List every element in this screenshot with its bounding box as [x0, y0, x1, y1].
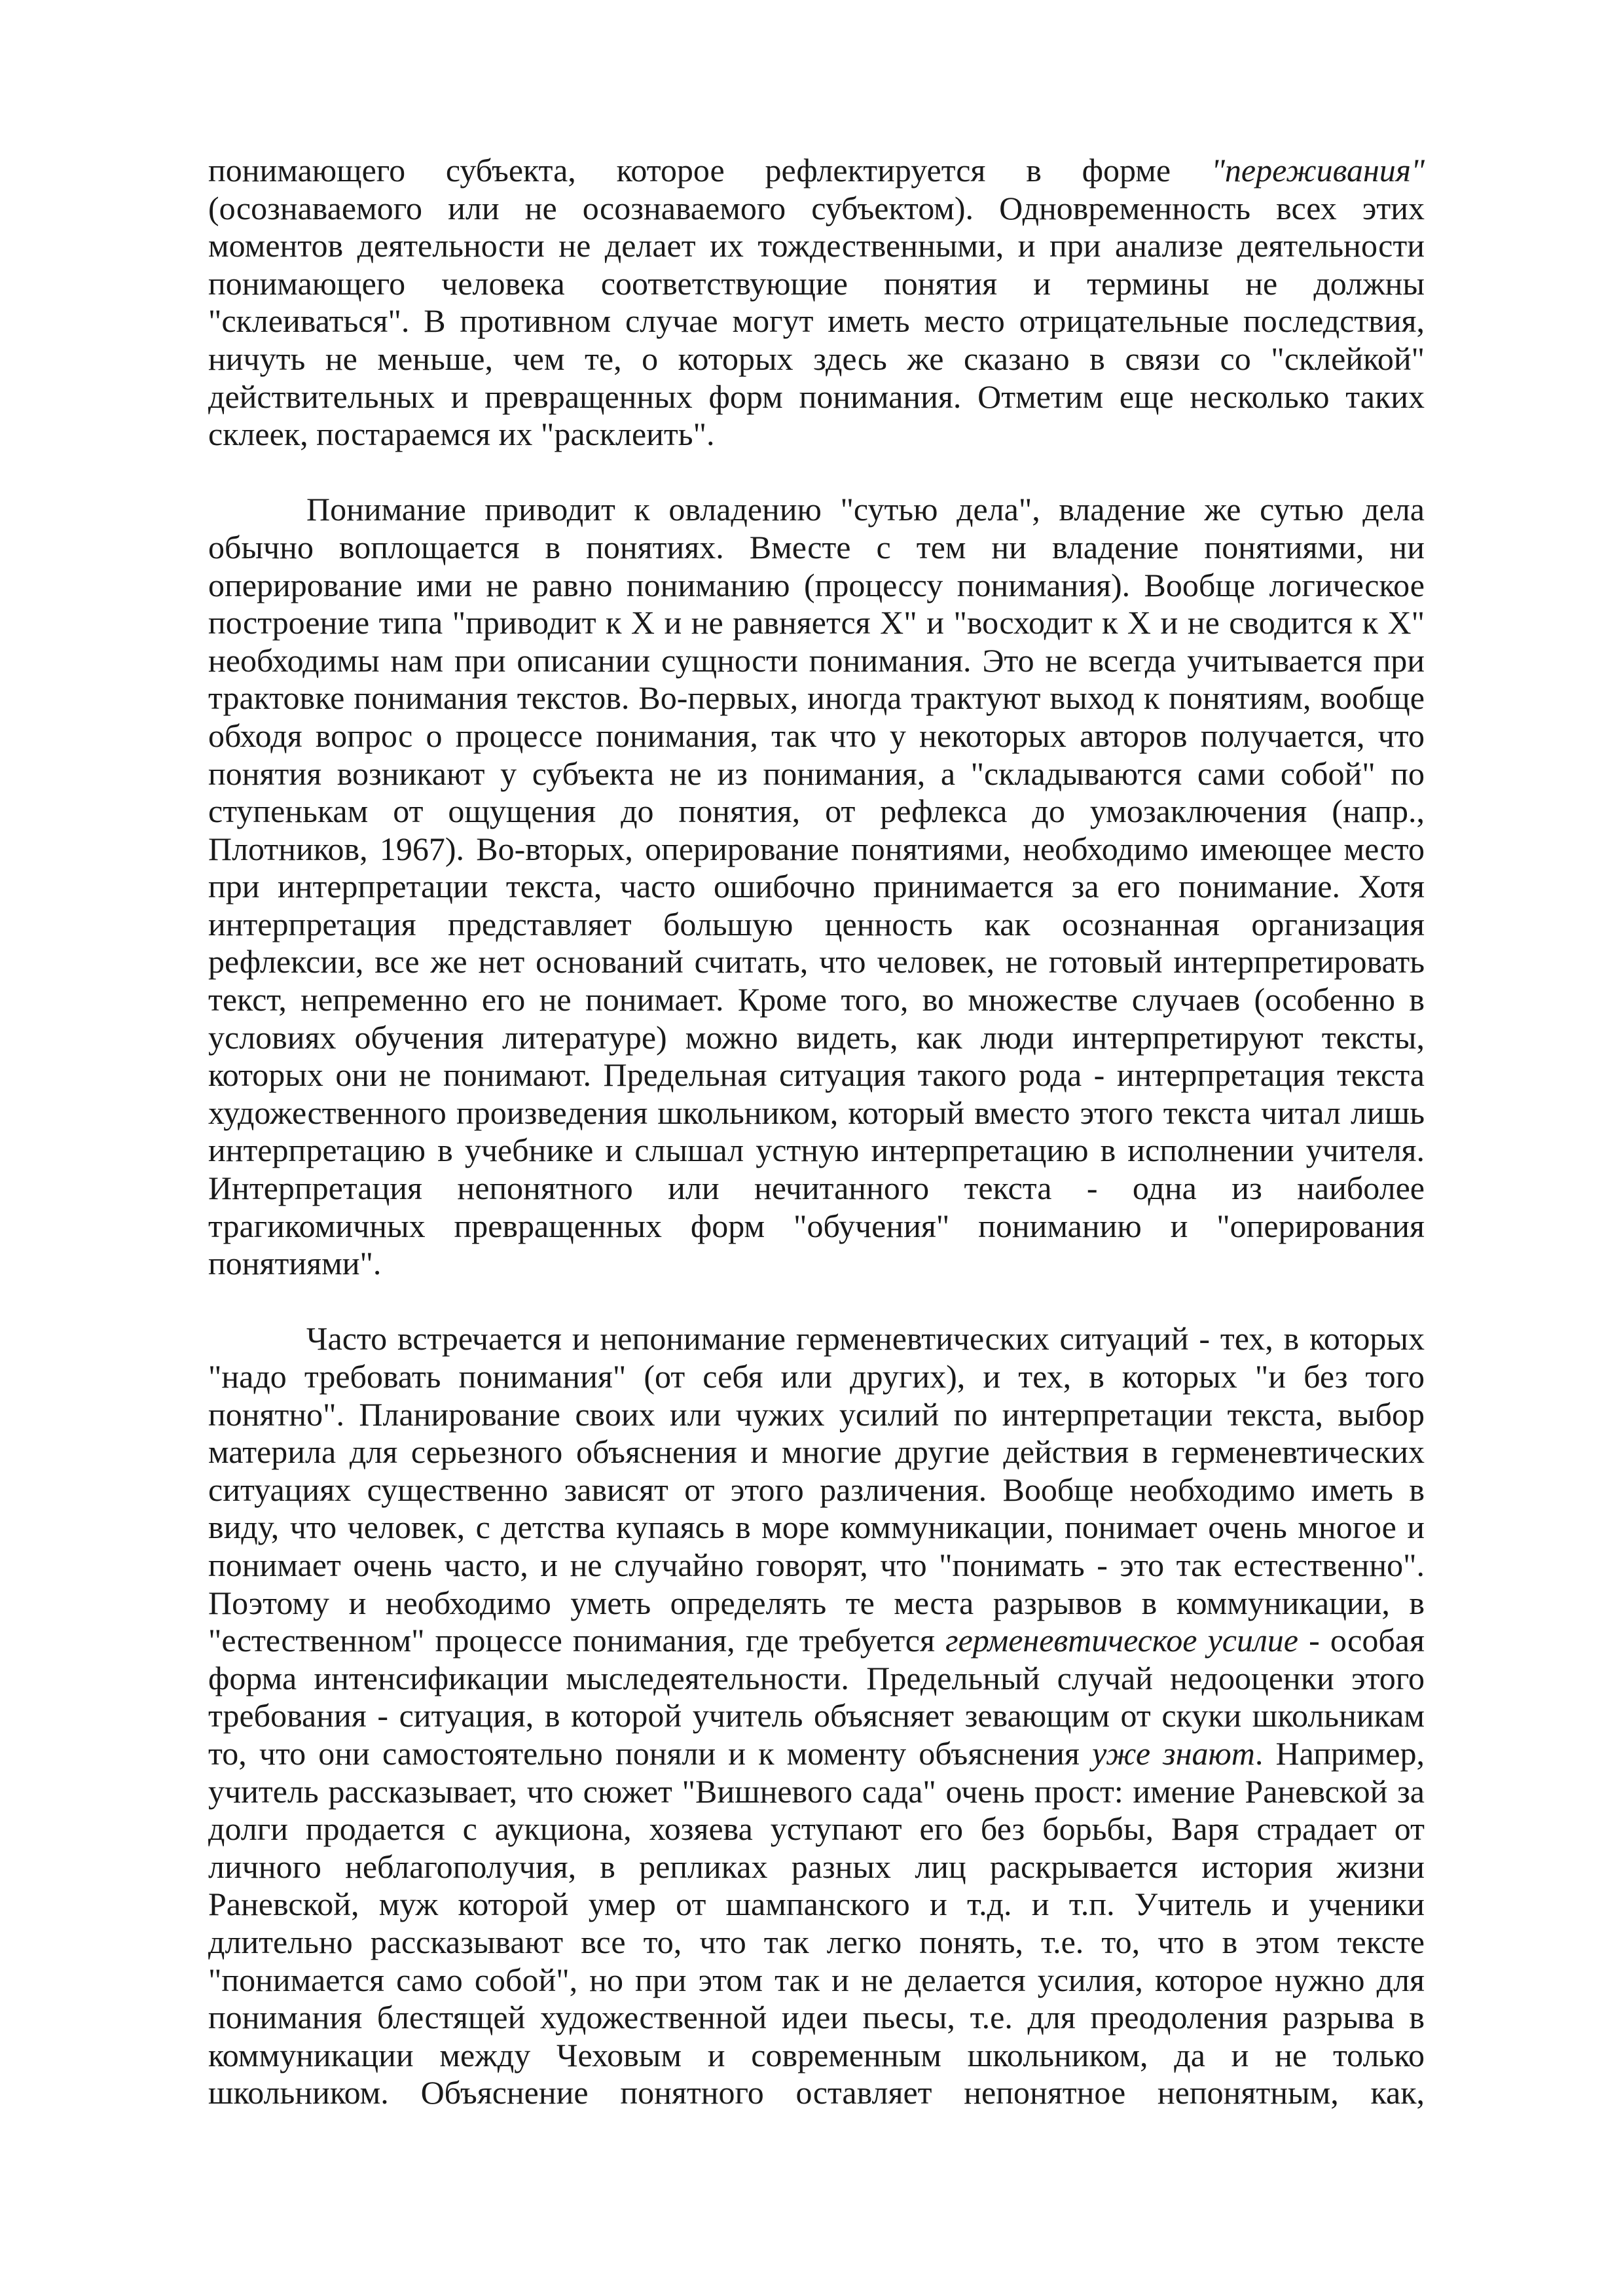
- paragraph-1-text-1: понимающего субъекта, которое рефлектируется в форме: [208, 152, 1211, 188]
- paragraph-gap: [208, 454, 1425, 492]
- paragraph-2: [208, 491, 1425, 1282]
- paragraph-3: [208, 1320, 1425, 2111]
- emphasis-uzhe-znayut: уже знают: [1092, 1734, 1255, 1772]
- paragraph-3-text-3: . Например, учитель рассказывает, что сюжет "Вишневого сада" очень прост: имение Раневской за долги продается с аукциона, хозяева уступают его без борьбы, Варя страдает от личного неблагополучия, в репликах разных лиц раскрывается история жизни Раневской, муж которой умер от шампанского и т.д. и т.п. Учитель и ученики длительно рассказывают все то, что так легко понять, т.е. то, что в этом тексте "понимается само собой", но при этом так и не делается усилия, которое нужно для понимания блестящей художественной идеи пьесы, т.е. для преодоления разрыва в коммуникации между Чеховым и современным школьником, да и не только школьником. Объяснение понятного оставляет непонятное непонятным, как,: [208, 1734, 1425, 2111]
- paragraph-1-text-2: (осознаваемого или не осознаваемого субъектом). Одновременность всех этих моментов деятельности не делает их тождественными, и при анализе деятельности понимающего человека соответствующие понятия и термины не должны "склеиваться". В противном случае могут иметь место отрицательные последствия, ничуть не меньше, чем те, о которых здесь же сказано в связи со "склейкой" действительных и превращенных форм понимания. Отметим еще несколько таких склеек, постараемся их "расклеить".: [208, 189, 1425, 453]
- body-text: [208, 152, 1425, 2112]
- paragraph-1: [208, 152, 1425, 454]
- emphasis-perezhivaniya: "переживания": [1211, 152, 1425, 188]
- paragraph-3-text-2: - особая форма интенсификации мыследеятельности. Предельный случай недооценки этого требования - ситуация, в которой учитель объясняет зевающим от скуки школьникам то, что они самостоятельно поняли и к моменту объяснения: [208, 1622, 1425, 1772]
- paragraph-gap: [208, 1283, 1425, 1321]
- paragraph-2-text: Понимание приводит к овладению "сутью дела", владение же сутью дела обычно воплощается в понятиях. Вместе с тем ни владение понятиями, ни оперирование ими не равно пониманию (процессу понимания). Вообще логическое построение типа "приводит к X и не равняется X" и "восходит к X и не сводится к X" необходимы нам при описании сущности понимания. Это не всегда учитывается при трактовке понимания текстов. Во-первых, иногда трактуют выход к понятиям, вообще обходя вопрос о процессе понимания, так что у некоторых авторов получается, что понятия возникают у субъекта не из понимания, а "складываются сами собой" по ступенькам от ощущения до понятия, от рефлекса до умозаключения (напр., Плотников, 1967). Во-вторых, оперирование понятиями, необходимо имеющее место при интерпретации текста, часто ошибочно принимается за его понимание. Хотя интерпретация представляет большую ценность как осознанная организация рефлексии, все же нет оснований считать, что человек, не готовый интерпретировать текст, непременно его не понимает. Кроме того, во множестве случаев (особенно в условиях обучения литературе) можно видеть, как люди интерпретируют тексты, которых они не понимают. Предельная ситуация такого рода - интерпретация текста художественного произведения школьником, который вместо этого текста читал лишь интерпретацию в учебнике и слышал устную интерпретацию в исполнении учителя. Интерпретация непонятного или нечитанного текста - одна из наиболее трагикомичных превращенных форм "обучения" пониманию и "оперирования понятиями".: [208, 491, 1425, 1282]
- paragraph-3-text-1: Часто встречается и непонимание герменевтических ситуаций - тех, в которых "надо требовать понимания" (от себя или других), и тех, в которых "и без того понятно". Планирование своих или чужих усилий по интерпретации текста, выбор материла для серьезного объяснения и многие другие действия в герменевтических ситуациях существенно зависят от этого различения. Вообще необходимо иметь в виду, что человек, с детства купаясь в море коммуникации, понимает очень многое и понимает очень часто, и не случайно говорят, что "понимать - это так естественно". Поэтому и необходимо уметь определять те места разрывов в коммуникации, в "естественном" процессе понимания, где требуется: [208, 1320, 1425, 1659]
- emphasis-germenevticheskoe-usilie: герменевтическое усилие: [945, 1622, 1298, 1659]
